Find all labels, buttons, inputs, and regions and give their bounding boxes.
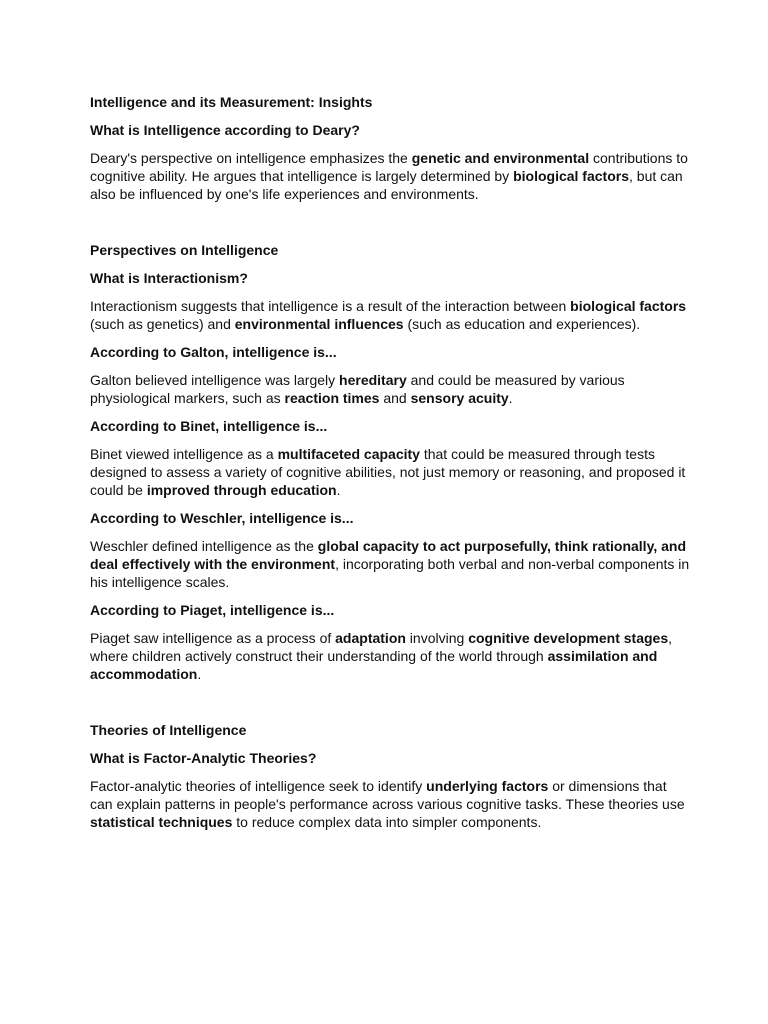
text-run: Galton believed intelligence was largely — [90, 372, 340, 388]
question-interactionism: What is Interactionism? — [90, 270, 248, 286]
text-run: (such as genetics) and — [90, 316, 235, 332]
bold-term: biological factors — [570, 298, 687, 314]
answer-deary — [90, 149, 690, 203]
bold-term: cognitive development stages — [468, 630, 669, 646]
bold-term: hereditary — [339, 372, 407, 388]
document-page — [90, 93, 690, 831]
text-run: Piaget saw intelligence as a process of — [90, 630, 336, 646]
answer-piaget — [90, 629, 690, 683]
text-run: involving — [405, 630, 469, 646]
answer-galton — [90, 371, 690, 407]
text-run: , but can also be influenced by one's life experiences and environments. — [90, 168, 683, 202]
bold-term: genetic and environmental — [411, 150, 590, 166]
section-heading-perspectives: Perspectives on Intelligence — [90, 242, 279, 258]
text-run: (such as education and experiences). — [403, 316, 641, 332]
text-run: . — [197, 666, 202, 682]
text-run: Factor-analytic theories of intelligence seek to identify — [90, 778, 427, 794]
question-piaget: According to Piaget, intelligence is... — [90, 602, 335, 618]
document-title: Intelligence and its Measurement: Insights — [90, 94, 373, 110]
text-run: Interactionism suggests that intelligence is a result of the interaction between — [90, 298, 571, 314]
question-binet: According to Binet, intelligence is... — [90, 418, 328, 434]
bold-term: global capacity to act purposefully, think rationally, and deal effectively with the environment — [90, 538, 686, 572]
bold-term: adaptation — [335, 630, 406, 646]
bold-term: environmental influences — [234, 316, 404, 332]
bold-term: multifaceted capacity — [277, 446, 420, 462]
text-run: Weschler defined intelligence as the — [90, 538, 318, 554]
answer-binet — [90, 445, 690, 499]
question-factor-analytic: What is Factor-Analytic Theories? — [90, 750, 317, 766]
text-run: . — [336, 482, 341, 498]
bold-term: sensory acuity — [410, 390, 509, 406]
text-run: that could be measured through tests designed to assess a variety of cognitive abilities, not just memory or reasoning, and proposed it could be — [90, 446, 686, 498]
answer-factor-analytic — [90, 777, 690, 831]
text-run: , where children actively construct their understanding of the world through — [90, 630, 673, 664]
bold-term: biological factors — [513, 168, 629, 184]
text-run: Binet viewed intelligence as a — [90, 446, 278, 462]
bold-term: underlying factors — [426, 778, 549, 794]
question-weschler: According to Weschler, intelligence is... — [90, 510, 354, 526]
text-run: to reduce complex data into simpler components. — [232, 814, 542, 830]
question-galton: According to Galton, intelligence is... — [90, 344, 337, 360]
bold-term: reaction times — [284, 390, 380, 406]
text-run: or dimensions that can explain patterns in people's performance across various cognitive tasks. These theories use — [90, 778, 685, 812]
bold-term: assimilation and accommodation — [90, 648, 658, 682]
text-run: , incorporating both verbal and non-verbal components in his intelligence scales. — [90, 556, 690, 590]
answer-weschler — [90, 537, 690, 591]
bold-term: statistical techniques — [90, 814, 233, 830]
text-run: and — [379, 390, 411, 406]
text-run: . — [508, 390, 513, 406]
text-run: Deary's perspective on intelligence emphasizes the — [90, 150, 412, 166]
answer-interactionism — [90, 297, 690, 333]
bold-term: improved through education — [146, 482, 337, 498]
text-run: and could be measured by various physiological markers, such as — [90, 372, 625, 406]
text-run: contributions to cognitive ability. He argues that intelligence is largely determined by — [90, 150, 688, 184]
question-deary: What is Intelligence according to Deary? — [90, 122, 360, 138]
section-heading-theories: Theories of Intelligence — [90, 722, 247, 738]
